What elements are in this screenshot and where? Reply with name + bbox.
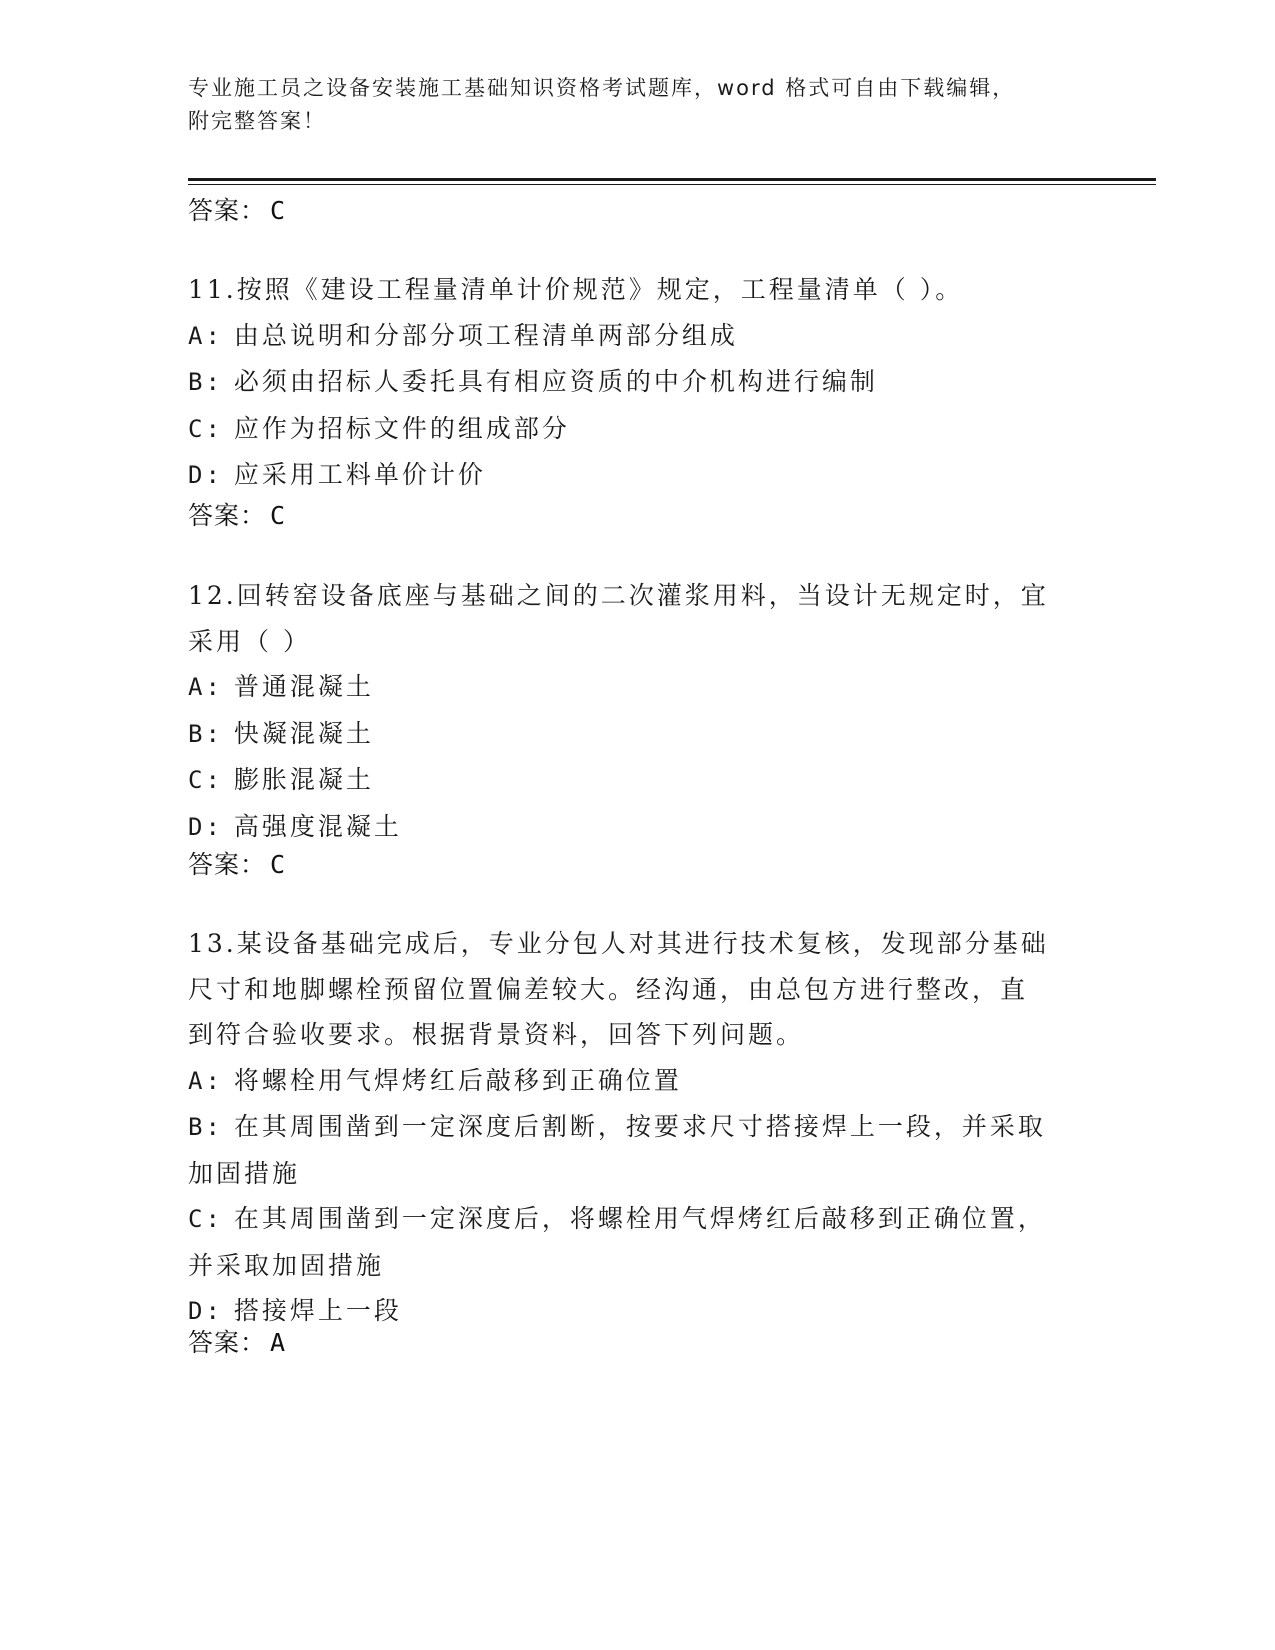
header-line-1: 专业施工员之设备安装施工基础知识资格考试题库，word 格式可自由下载编辑，: [188, 76, 1016, 100]
answer-q10: [188, 191, 286, 227]
answer-label: 答案：: [188, 850, 267, 879]
answer-q12: [188, 845, 286, 881]
option-b: B: 必须由招标人委托具有相应资质的中介机构进行编制: [188, 367, 878, 396]
option-b: B: 快凝混凝土: [188, 718, 374, 748]
answer-value: C: [270, 501, 287, 530]
option-b-cont: 加固措施: [188, 1158, 301, 1188]
option-d: D: 搭接焊上一段: [188, 1296, 402, 1325]
question-number: 11.: [188, 275, 237, 304]
option-c: C: 在其周围凿到一定深度后，将螺栓用气焊烤红后敲移到正确位置，: [188, 1204, 1046, 1233]
answer-label: 答案：: [188, 501, 267, 530]
option-b: B: 在其周围凿到一定深度后割断，按要求尺寸搭接焊上一段，并采取: [188, 1112, 1046, 1141]
option-key: B:: [188, 719, 223, 748]
answer-q13: [188, 1323, 286, 1359]
option-d: D: 应采用工料单价计价: [188, 460, 486, 489]
question-stem: 13.某设备基础完成后，专业分包人对其进行技术复核，发现部分基础: [188, 929, 1049, 958]
option-key: A:: [188, 1066, 223, 1095]
option-key: D:: [188, 812, 223, 841]
option-d: D: 高强度混凝土: [188, 811, 402, 841]
question-12: [188, 573, 1073, 850]
option-key: A:: [188, 321, 223, 350]
option-c-cont: 并采取加固措施: [188, 1250, 385, 1280]
header-divider-thick: [188, 178, 1156, 181]
question-number: 13.: [188, 929, 237, 958]
document-header: [188, 72, 1088, 138]
option-key: A:: [188, 673, 223, 701]
question-stem-cont: 到符合验收要求。根据背景资料，回答下列问题。: [188, 1020, 805, 1049]
option-key: D:: [188, 461, 223, 489]
option-key: C:: [188, 1205, 223, 1233]
answer-label: 答案：: [188, 196, 267, 225]
option-a: A: 由总说明和分部分项工程清单两部分组成: [188, 320, 738, 350]
question-stem-cont: 尺寸和地脚螺栓预留位置偏差较大。经沟通，由总包方进行整改，直: [188, 974, 1029, 1004]
question-11: [188, 267, 1073, 499]
header-divider-thin: [188, 184, 1156, 185]
answer-value: C: [270, 850, 287, 879]
question-13: [188, 921, 1073, 1335]
answer-label: 答案：: [188, 1328, 267, 1357]
option-key: C:: [188, 766, 223, 794]
option-a: A: 将螺栓用气焊烤红后敲移到正确位置: [188, 1065, 682, 1095]
header-line-2: 附完整答案！: [188, 109, 326, 133]
question-number: 12.: [188, 581, 237, 610]
question-stem-cont: 采用（ ）: [188, 626, 311, 656]
option-key: B:: [188, 1113, 223, 1141]
option-a: A: 普通混凝土: [188, 672, 374, 701]
question-stem: 12.回转窑设备底座与基础之间的二次灌浆用料，当设计无规定时，宜: [188, 581, 1049, 610]
option-key: D:: [188, 1297, 223, 1325]
question-stem: 11.按照《建设工程量清单计价规范》规定，工程量清单（ ）。: [188, 275, 964, 304]
option-c: C: 膨胀混凝土: [188, 765, 374, 794]
answer-value: A: [270, 1328, 287, 1357]
option-key: C:: [188, 414, 223, 443]
option-c: C: 应作为招标文件的组成部分: [188, 413, 570, 443]
answer-value: C: [270, 196, 287, 225]
option-key: B:: [188, 368, 223, 396]
answer-q11: [188, 496, 286, 532]
